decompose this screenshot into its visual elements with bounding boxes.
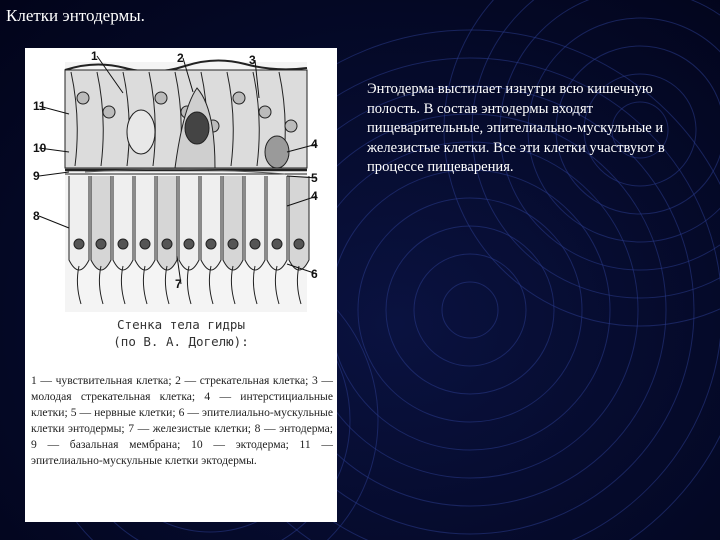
cell-nucleus [184, 239, 194, 249]
cell-nucleus [96, 239, 106, 249]
cell-nucleus [206, 239, 216, 249]
cell-nucleus [233, 92, 245, 104]
endoderm-cell [157, 176, 177, 270]
background-ring [302, 142, 638, 478]
callout-label: 4 [311, 137, 318, 151]
cell-nucleus [74, 239, 84, 249]
endoderm-cell [179, 176, 199, 270]
figure-legend: 1 — чувствительная клетка; 2 — стрекательная клетка; 3 — молодая стрекательная клетка; 4 — интерстициальные клетки; 5 — нервные клетки; 6 — эпителиально-мускульные клетки энтодермы; 7 — железистые клетки; 8 — энтодерма; 9 — базальная мембрана; 10 — эктодерма; 11 — эпителиально-мускульные клетки эктодермы. [31, 374, 333, 467]
figure-panel [25, 48, 337, 522]
endoderm-cell [267, 176, 287, 270]
endoderm-cell [113, 176, 133, 270]
callout-label: 11 [33, 99, 46, 113]
endoderm-cell [69, 176, 89, 270]
callout-label: 1 [91, 49, 98, 63]
cell-nucleus [155, 92, 167, 104]
cell-nucleus [250, 239, 260, 249]
background-ring [386, 226, 554, 394]
callout-leader [39, 216, 69, 228]
callout-label: 7 [175, 277, 182, 291]
callout-label: 5 [311, 171, 318, 185]
cell-nucleus [228, 239, 238, 249]
illustration-group [39, 56, 317, 312]
endoderm-cell [289, 176, 309, 270]
endoderm-cell [245, 176, 265, 270]
endoderm-cell [223, 176, 243, 270]
callout-label: 2 [177, 51, 184, 65]
cell-nucleus [140, 239, 150, 249]
cell-nucleus [272, 239, 282, 249]
callout-label: 8 [33, 209, 40, 223]
cell-nucleus [103, 106, 115, 118]
endoderm-cell [201, 176, 221, 270]
cell-nucleus [285, 120, 297, 132]
interstitial-cells [265, 136, 289, 168]
cell-nucleus [162, 239, 172, 249]
cnidocyte-cell [127, 110, 155, 154]
cell-nucleus [294, 239, 304, 249]
figure-caption-source: (по В. А. Догелю): [113, 334, 249, 349]
body-paragraph: Энтодерма выстилает изнутри всю кишечную полость. В состав энтодермы входят пищеварительные, эпителиально-мускульные и железистые клетки. Все эти клетки участвуют в процессе пищеварения. [367, 81, 665, 175]
background-ring [414, 254, 526, 366]
background-ring [358, 198, 582, 422]
callout-label: 9 [33, 169, 40, 183]
cell-nucleus [118, 239, 128, 249]
callout-leader [39, 172, 69, 176]
cnidocyst-capsule [185, 112, 209, 144]
callout-label: 4 [311, 189, 318, 203]
endoderm-cell [135, 176, 155, 270]
background-ring [330, 170, 610, 450]
callout-label: 3 [249, 53, 256, 67]
background-ring [442, 282, 498, 338]
callout-label: 6 [311, 267, 318, 281]
callout-label: 10 [33, 141, 47, 155]
figure-caption-title: Стенка тела гидры [117, 317, 245, 332]
figure-caption [25, 316, 337, 350]
endoderm-cell [91, 176, 111, 270]
cell-nucleus [77, 92, 89, 104]
cell-nucleus [259, 106, 271, 118]
slide-title: Клетки энтодермы. [6, 6, 145, 25]
hydra-wall-illustration [25, 48, 337, 313]
